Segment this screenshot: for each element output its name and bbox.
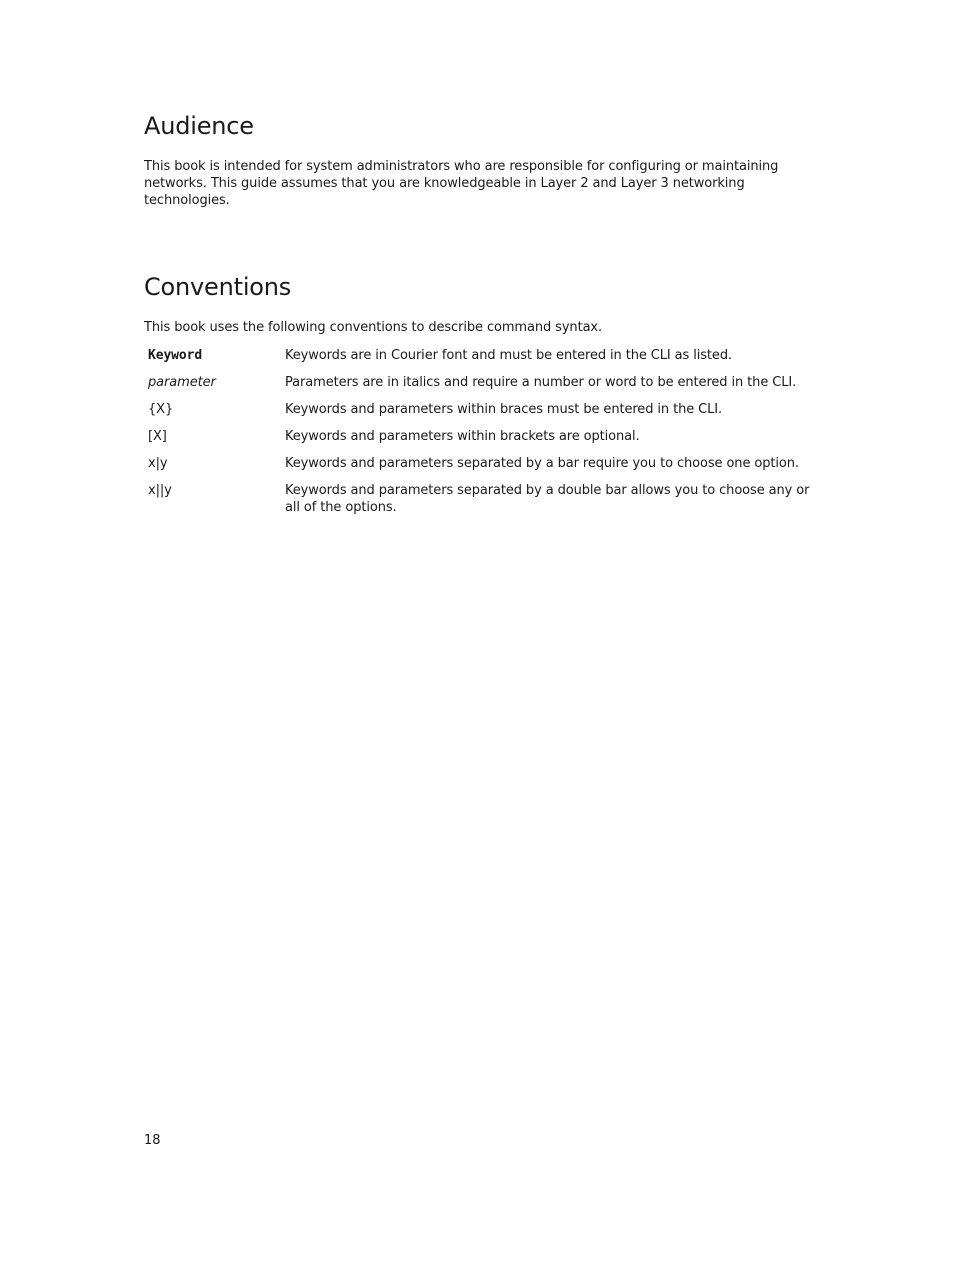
table-row: [144, 455, 824, 482]
term-parameter: parameter: [148, 375, 216, 390]
term-description: Keywords and parameters within brackets are optional.: [285, 429, 640, 444]
term-bar: x|y: [148, 456, 168, 471]
page-content: [144, 108, 824, 516]
term-description: Keywords are in Courier font and must be entered in the CLI as listed.: [285, 348, 733, 363]
conventions-intro: This book uses the following conventions to describe command syntax.: [144, 320, 603, 335]
audience-heading: Audience: [144, 112, 254, 140]
term-braces: {X}: [148, 402, 174, 417]
audience-paragraph: This book is intended for system administrators who are responsible for configuring or maintaining networks. This guide assumes that you are knowledgeable in Layer 2 and Layer 3 networking technologies.: [144, 159, 779, 208]
term-description: Parameters are in italics and require a number or word to be entered in the CLI.: [285, 375, 797, 390]
term-description: Keywords and parameters within braces must be entered in the CLI.: [285, 402, 723, 417]
conventions-table: [144, 347, 824, 516]
table-row: [144, 374, 824, 401]
term-description: Keywords and parameters separated by a bar require you to choose one option.: [285, 456, 799, 471]
term-double-bar: x||y: [148, 483, 172, 498]
table-row: [144, 482, 824, 516]
term-keyword: Keyword: [148, 348, 203, 363]
table-row: [144, 401, 824, 428]
term-description: Keywords and parameters separated by a double bar allows you to choose any or all of the options.: [285, 483, 810, 515]
conventions-heading: Conventions: [144, 273, 292, 301]
page-number: 18: [144, 1133, 161, 1148]
table-row: [144, 347, 824, 374]
term-brackets: [X]: [148, 429, 167, 444]
table-row: [144, 428, 824, 455]
